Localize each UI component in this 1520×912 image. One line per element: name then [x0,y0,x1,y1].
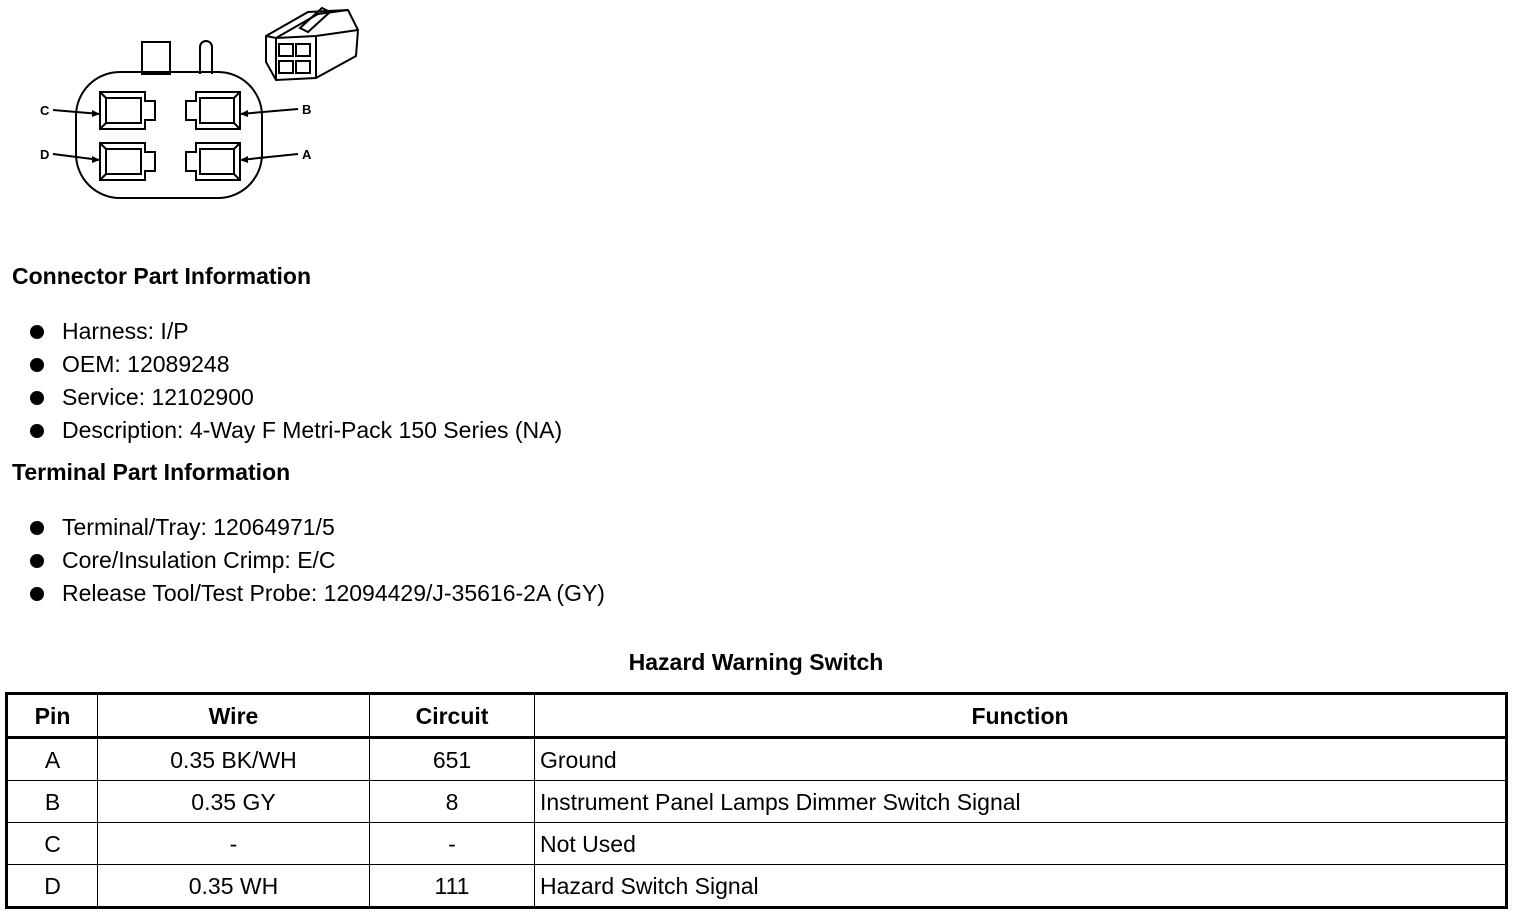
list-item [28,414,562,447]
list-item [28,348,562,381]
table-row [7,738,1507,781]
bullet-icon [30,554,44,568]
cavity-b [186,92,240,129]
table-title: Hazard Warning Switch [628,649,884,675]
circuit-cell: 8 [370,781,535,823]
table-row [7,865,1507,908]
connector-part-info-heading: Connector Part Information [12,263,312,289]
bullet-icon [30,391,44,405]
harness-text: Harness: I/P [62,318,189,344]
cavity-label-b: B [302,102,312,117]
connector-key [200,41,212,74]
wire-cell: 0.35 GY [98,781,370,823]
cavity-label-c: C [40,103,50,118]
connector-part-info-list [28,315,562,447]
release-tool-text: Release Tool/Test Probe: 12094429/J-35616-2A (GY) [62,580,605,606]
table-header-row [7,694,1507,738]
bullet-icon [30,521,44,535]
terminal-part-info-heading: Terminal Part Information [12,459,291,485]
function-cell: Ground [535,738,1507,781]
pinout-table [5,692,1508,909]
list-item [28,577,605,610]
oem-text: OEM: 12089248 [62,351,230,377]
table-row [7,823,1507,865]
wire-cell: 0.35 WH [98,865,370,908]
crimp-text: Core/Insulation Crimp: E/C [62,547,336,573]
pin-cell: D [7,865,98,908]
cavity-d [100,143,155,180]
column-header-wire: Wire [98,694,370,738]
cavity-c [100,92,155,129]
circuit-cell: 651 [370,738,535,781]
connector-3d-thumbnail [266,8,358,80]
cavity-a [186,143,240,180]
column-header-function: Function [535,694,1507,738]
connector-face-diagram [0,0,380,220]
pin-cell: A [7,738,98,781]
bullet-icon [30,358,44,372]
connector-latch [142,42,170,74]
list-item [28,544,605,577]
bullet-icon [30,424,44,438]
cavity-label-a: A [302,147,312,162]
circuit-cell: - [370,823,535,865]
service-text: Service: 12102900 [62,384,254,410]
column-header-circuit: Circuit [370,694,535,738]
pin-cell: C [7,823,98,865]
column-header-pin: Pin [7,694,98,738]
bullet-icon [30,587,44,601]
terminal-part-info-list [28,511,605,610]
table-row [7,781,1507,823]
list-item [28,381,562,414]
list-item [28,511,605,544]
function-cell: Hazard Switch Signal [535,865,1507,908]
circuit-cell: 111 [370,865,535,908]
terminal-tray-text: Terminal/Tray: 12064971/5 [62,514,335,540]
bullet-icon [30,325,44,339]
wire-cell: 0.35 BK/WH [98,738,370,781]
function-cell: Instrument Panel Lamps Dimmer Switch Signal [535,781,1507,823]
list-item [28,315,562,348]
wire-cell: - [98,823,370,865]
cavity-label-d: D [40,147,50,162]
description-text: Description: 4-Way F Metri-Pack 150 Series (NA) [62,417,563,443]
function-cell: Not Used [535,823,1507,865]
pin-cell: B [7,781,98,823]
